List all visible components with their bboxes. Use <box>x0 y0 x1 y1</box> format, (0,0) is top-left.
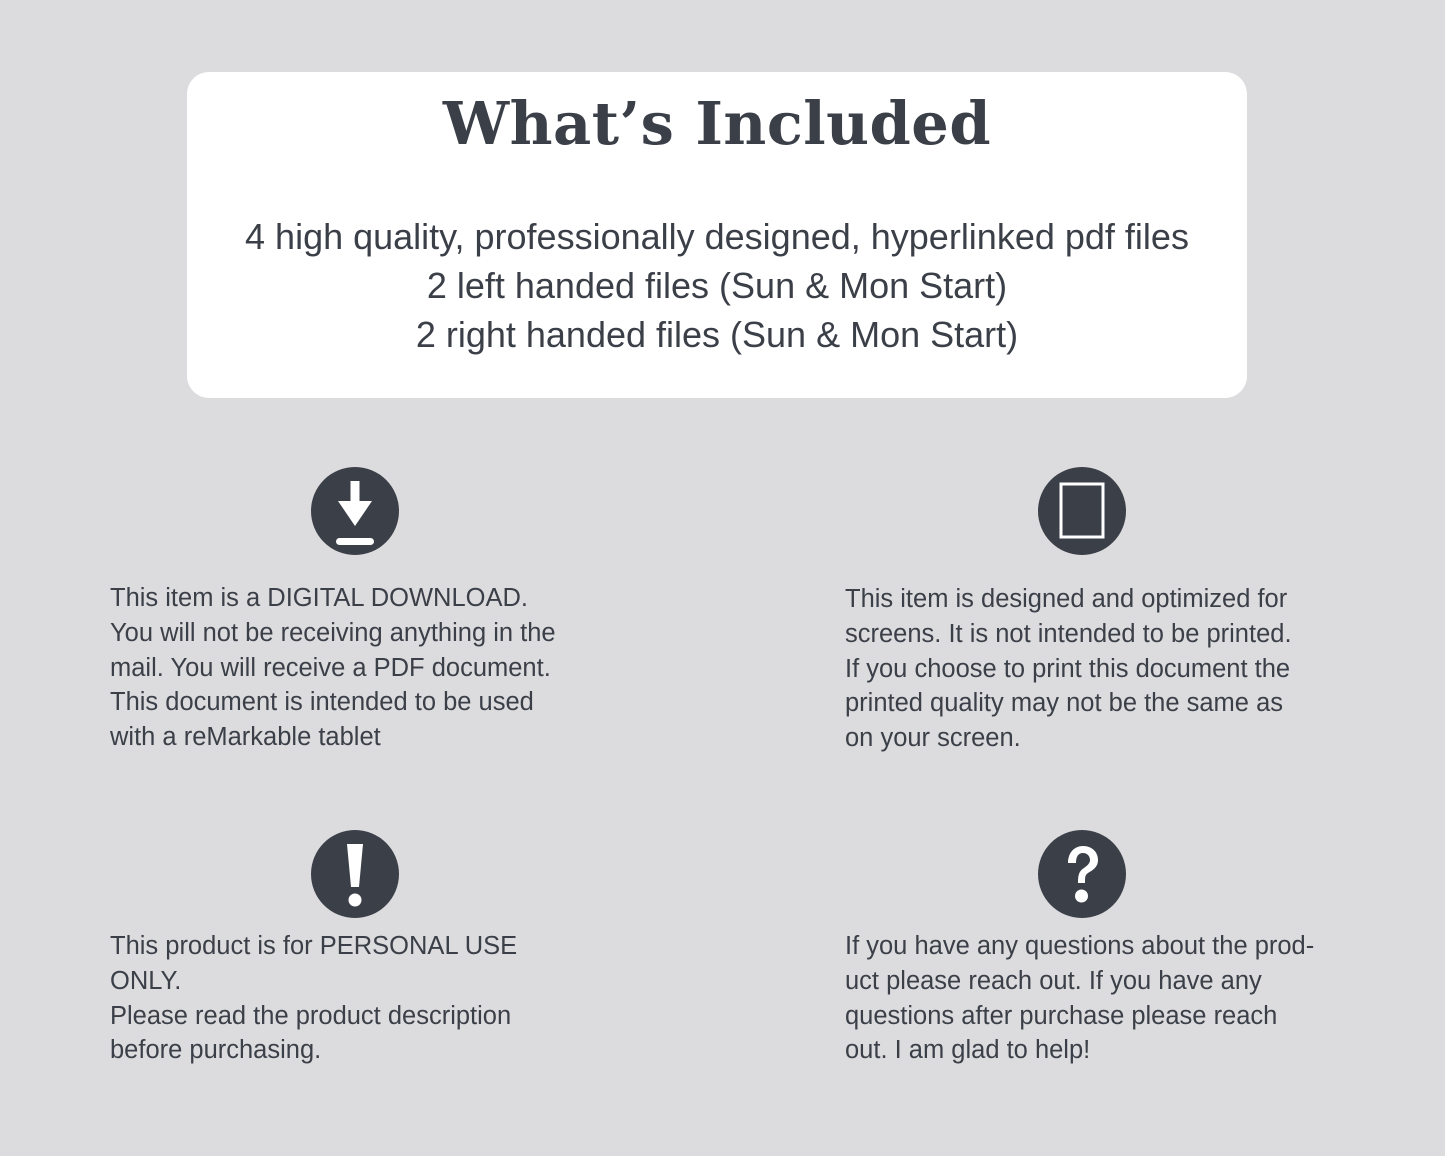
info-line: before purchasing. <box>110 1036 322 1065</box>
questions-text <box>845 929 1314 1068</box>
personal-use-text <box>110 929 517 1068</box>
tablet-icon <box>1038 467 1126 555</box>
info-line: You will not be receiving anything in the <box>110 618 556 647</box>
info-line: This document is intended to be used <box>110 688 534 717</box>
digital-download-text <box>110 581 556 755</box>
info-line: This item is designed and optimized for <box>845 585 1288 613</box>
info-line: If you choose to print this document the <box>845 654 1291 683</box>
info-line: out. I am glad to help! <box>845 1036 1091 1065</box>
info-line: If you have any questions about the prod- <box>845 932 1315 960</box>
whats-included-title: What’s Included <box>442 89 992 158</box>
info-line: screens. It is not intended to be printed. <box>845 619 1292 648</box>
included-line: 4 high quality, professionally designed, hyperlinked pdf files <box>245 216 1189 257</box>
included-list <box>187 212 1247 359</box>
download-icon <box>311 467 399 555</box>
info-line: on your screen. <box>845 724 1021 753</box>
info-line: This item is a DIGITAL DOWNLOAD. <box>110 584 528 612</box>
included-line: 2 right handed files (Sun & Mon Start) <box>415 314 1019 355</box>
info-line: This product is for PERSONAL USE <box>110 932 518 960</box>
info-line: mail. You will receive a PDF document. <box>110 653 551 682</box>
info-line: ONLY. <box>110 966 182 995</box>
info-line: with a reMarkable tablet <box>110 723 381 752</box>
info-line: questions after purchase please reach <box>845 1001 1278 1030</box>
whats-included-card <box>187 72 1247 398</box>
info-line: Please read the product description <box>110 1001 512 1030</box>
question-icon <box>1038 830 1126 918</box>
info-line: uct please reach out. If you have any <box>845 966 1262 995</box>
included-line: 2 left handed files (Sun & Mon Start) <box>426 265 1008 306</box>
info-line: printed quality may not be the same as <box>845 689 1283 718</box>
exclamation-icon <box>311 830 399 918</box>
screen-optimized-text <box>845 582 1292 756</box>
